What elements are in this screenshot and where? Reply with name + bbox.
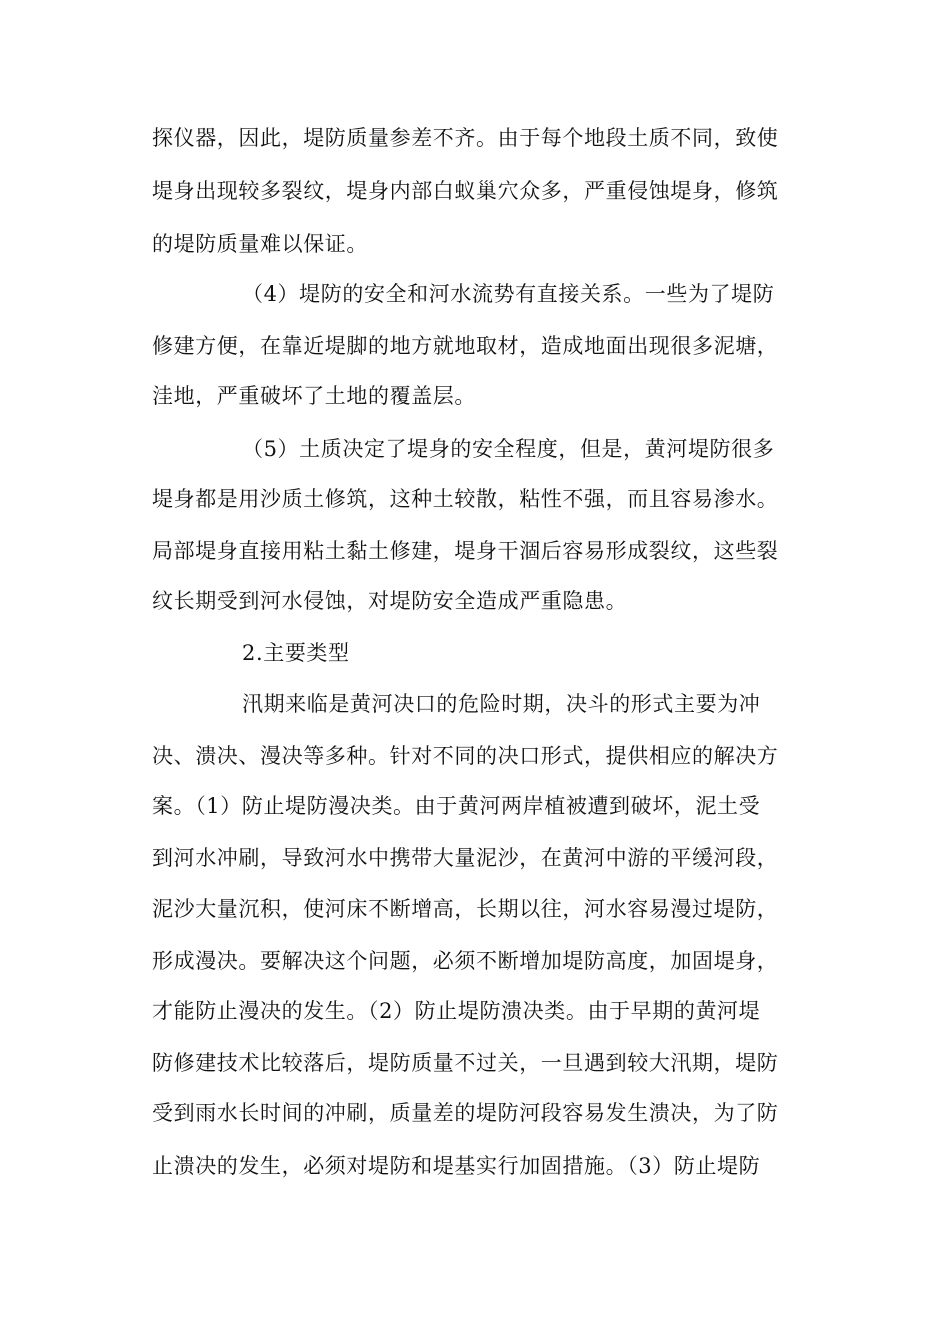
text-line: 防修建技术比较落后，堤防质量不过关，一旦遇到较大汛期，堤防 — [152, 1051, 779, 1075]
text-line: 堤身都是用沙质土修筑，这种土较散，粘性不强，而且容易渗水。 — [152, 487, 779, 511]
text-line: 修建方便，在靠近堤脚的地方就地取材，造成地面出现很多泥塘， — [152, 334, 779, 358]
text-line: 止溃决的发生，必须对堤防和堤基实行加固措施。（3）防止堤防 — [152, 1154, 761, 1178]
text-line: 到河水冲刷，导致河水中携带大量泥沙，在黄河中游的平缓河段， — [152, 846, 779, 870]
paragraph-start-line: （5）土质决定了堤身的安全程度，但是，黄河堤防很多 — [242, 437, 775, 461]
text-line: 形成漫决。要解决这个问题，必须不断增加堤防高度，加固堤身， — [152, 949, 779, 973]
paragraph-start-line: （4）堤防的安全和河水流势有直接关系。一些为了堤防 — [242, 282, 775, 306]
text-line: 泥沙大量沉积，使河床不断增高，长期以往，河水容易漫过堤防， — [152, 897, 779, 921]
text-line: 才能防止漫决的发生。（2）防止堤防溃决类。由于早期的黄河堤 — [152, 999, 761, 1023]
text-line: 的堤防质量难以保证。 — [152, 232, 368, 256]
text-line: 决、溃决、漫决等多种。针对不同的决口形式，提供相应的解决方 — [152, 744, 779, 768]
text-line: 局部堤身直接用粘土黏土修建，堤身干涸后容易形成裂纹，这些裂 — [152, 539, 779, 563]
section-heading: 2.主要类型 — [242, 641, 350, 665]
text-line: 堤身出现较多裂纹，堤身内部白蚁巢穴众多，严重侵蚀堤身，修筑 — [152, 179, 779, 203]
text-line: 洼地，严重破坏了土地的覆盖层。 — [152, 384, 476, 408]
paragraph-start-line: 汛期来临是黄河决口的危险时期，决斗的形式主要为冲 — [242, 692, 761, 716]
text-line: 案。（1）防止堤防漫决类。由于黄河两岸植被遭到破坏，泥土受 — [152, 794, 761, 818]
text-line: 纹长期受到河水侵蚀，对堤防安全造成严重隐患。 — [152, 589, 628, 613]
text-line: 受到雨水长时间的冲刷，质量差的堤防河段容易发生溃决，为了防 — [152, 1101, 779, 1125]
text-line: 探仪器，因此，堤防质量参差不齐。由于每个地段土质不同，致使 — [152, 126, 779, 150]
